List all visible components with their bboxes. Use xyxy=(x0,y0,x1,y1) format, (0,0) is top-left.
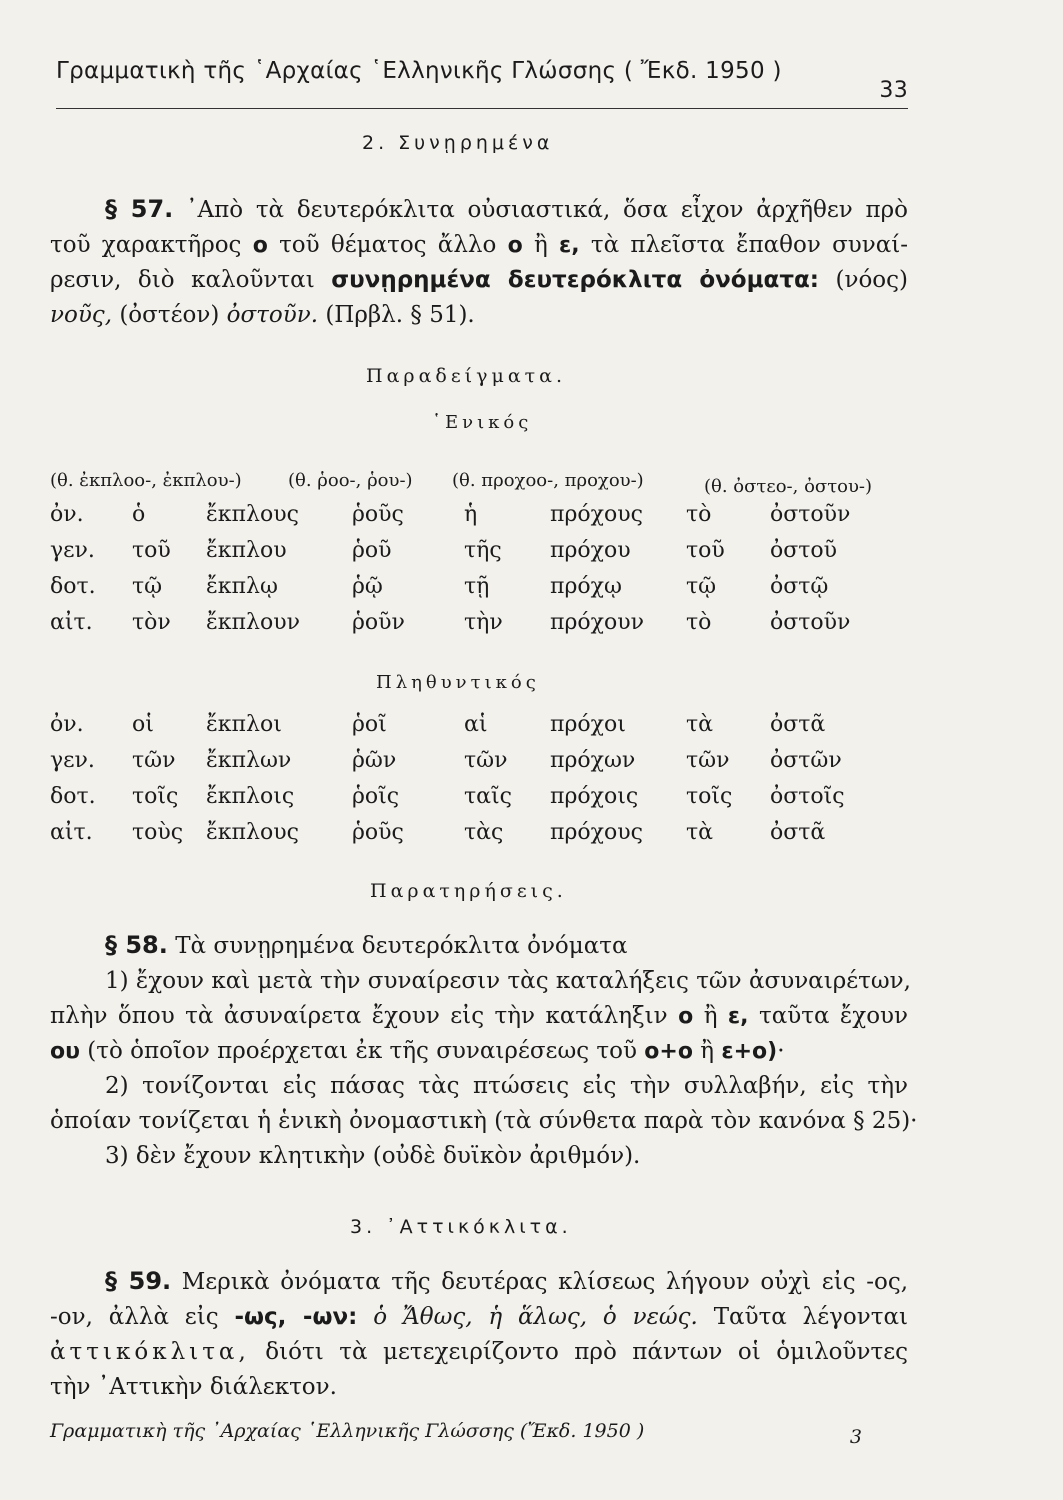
plural-row xyxy=(50,814,910,850)
footer-page: 3 xyxy=(849,1426,862,1448)
plural-table xyxy=(50,706,910,850)
singular-cell: ῥοῦς xyxy=(352,501,404,527)
plural-cell: ῥῶν xyxy=(352,747,397,773)
p57-line-2 xyxy=(50,228,908,263)
singular-cell: γεν. xyxy=(50,537,95,563)
header-title: Γραμματικὴ τῆς ῾Αρχαίας ῾Ελληνικῆς Γλώσσης ( Ἔκδ. 1950 ) xyxy=(56,58,782,84)
singular-cell: αἰτ. xyxy=(50,609,93,635)
singular-cell: ῥῷ xyxy=(352,573,383,599)
paragraph-57 xyxy=(50,192,908,333)
header-rule xyxy=(56,108,908,109)
singular-cell: ὀστοῦ xyxy=(770,537,838,563)
p58-or-2: ἢ xyxy=(700,1038,715,1064)
singular-cell: πρόχου xyxy=(550,537,631,563)
p57-text-3a: ρεσιν, διὸ καλοῦνται xyxy=(50,267,315,293)
p59-line-2 xyxy=(50,1300,908,1335)
plural-cell: πρόχοι xyxy=(550,711,626,737)
plural-cell: ῥοῖ xyxy=(352,711,387,737)
plural-cell: τῶν xyxy=(464,747,508,773)
plural-cell: τὰ xyxy=(686,711,714,737)
p58-line-2 xyxy=(50,964,911,999)
singular-cell: ὀστοῦν xyxy=(770,501,851,527)
p58-text-3b: ταῦτα ἔχουν xyxy=(758,1003,909,1029)
p58-text-1: Τὰ συνῃρημένα δευτερόκλιτα ὀνόματα xyxy=(175,933,628,959)
p57-bold-term: συνῃρημένα δευτερόκλιτα ὀνόματα: xyxy=(331,267,819,293)
plural-cell: πρόχους xyxy=(550,819,643,845)
plural-cell: πρόχων xyxy=(550,747,636,773)
plural-cell: ὀστᾶ xyxy=(770,819,826,845)
singular-row xyxy=(50,604,910,640)
p57-text-4a: νοῦς, xyxy=(50,302,113,328)
singular-row xyxy=(50,496,910,532)
p57-o: ο xyxy=(252,233,268,258)
plural-cell: ὀστῶν xyxy=(770,747,842,773)
singular-cell: τῷ xyxy=(686,573,717,599)
singular-cell: τὴν xyxy=(464,609,503,635)
stem-2: (θ. ῥοο-, ῥου-) xyxy=(288,470,413,491)
paragraph-58 xyxy=(50,928,918,1174)
p58-line-3 xyxy=(50,999,908,1034)
p57-or: ἢ xyxy=(533,232,548,258)
singular-cell: ἔκπλους xyxy=(206,501,299,527)
p59-label: § 59. xyxy=(105,1267,172,1295)
stem-4: (θ. ὀστεο-, ὀστου-) xyxy=(704,476,873,497)
p58-text-4b: · xyxy=(777,1038,785,1064)
plural-cell: ῥοῖς xyxy=(352,783,400,809)
p58-e: ε, xyxy=(727,1004,749,1029)
singular-cell: ῥοῦ xyxy=(352,537,392,563)
p58-text-3a: πλὴν ὅπου τὰ ἀσυναίρετα ἔχουν εἰς τὴν κατάληξιν xyxy=(50,1003,668,1029)
singular-cell: πρόχους xyxy=(550,501,643,527)
plural-cell: ταῖς xyxy=(464,783,512,809)
p57-line-3 xyxy=(50,263,908,298)
p59-examples: ὁ Ἄθως, ἡ ἅλως, ὁ νεώς. xyxy=(373,1304,698,1330)
p58-text-2: 1) ἔχουν καὶ μετὰ τὴν συναίρεσιν τὰς καταλήξεις τῶν ἀσυναιρέτων, xyxy=(105,968,911,994)
singular-heading: ῾Ενικός xyxy=(432,412,533,433)
singular-cell: τὸν xyxy=(132,609,171,635)
singular-cell: ὀν. xyxy=(50,501,84,527)
singular-cell: ὁ xyxy=(132,501,146,527)
singular-cell: δοτ. xyxy=(50,573,96,599)
plural-heading: Πληθυντικός xyxy=(376,672,540,693)
p58-text-7: 3) δὲν ἔχουν κλητικὴν (οὐδὲ δυϊκὸν ἀριθμόν). xyxy=(105,1143,641,1169)
plural-cell: τὰς xyxy=(464,819,504,845)
singular-table xyxy=(50,496,910,640)
p57-label: § 57. xyxy=(105,195,174,223)
p57-line-4 xyxy=(50,298,908,333)
p58-line-6 xyxy=(50,1104,918,1139)
plural-cell: ἔκπλοις xyxy=(206,783,295,809)
p58-text-5: 2) τονίζονται εἰς πάσας τὰς πτώσεις εἰς τὴν συλλαβήν, εἰς τὴν xyxy=(105,1073,908,1099)
plural-cell: δοτ. xyxy=(50,783,96,809)
p58-oo: ο+ο xyxy=(644,1039,693,1064)
p58-line-5 xyxy=(50,1069,908,1104)
singular-cell: τὸ xyxy=(686,609,712,635)
page-number: 33 xyxy=(879,78,908,103)
singular-cell: πρόχῳ xyxy=(550,573,622,599)
plural-cell: ἔκπλους xyxy=(206,819,299,845)
footer-title: Γραμματικὴ τῆς ᾿Αρχαίας ῾Ελληνικῆς Γλώσσης (Ἔκδ. 1950 ) xyxy=(50,1420,645,1442)
plural-cell: τῶν xyxy=(686,747,730,773)
singular-cell: ἔκπλου xyxy=(206,537,287,563)
plural-cell: ὀν. xyxy=(50,711,84,737)
paragraph-59 xyxy=(50,1264,908,1405)
p59-line-1 xyxy=(50,1264,908,1300)
singular-row xyxy=(50,568,910,604)
plural-cell: οἱ xyxy=(132,711,154,737)
footer xyxy=(50,1420,862,1448)
notes-heading: Παρατηρήσεις. xyxy=(370,880,567,902)
plural-cell: τοῖς xyxy=(686,783,733,809)
stem-3: (θ. προχοο-, προχου-) xyxy=(452,470,644,491)
p59-text-2a: -ον, ἀλλὰ εἰς xyxy=(50,1304,219,1330)
p58-line-1 xyxy=(50,928,908,964)
plural-cell: αἱ xyxy=(464,711,488,737)
p57-text-2a: τοῦ χαρακτῆρος xyxy=(50,232,242,258)
section-3-title: 3. ᾿Αττικόκλιτα. xyxy=(350,1216,572,1238)
plural-row xyxy=(50,706,910,742)
p59-term: ἀττικόκλιτα, xyxy=(50,1339,250,1365)
p57-e: ε, xyxy=(559,233,580,258)
p57-text-1: ᾿Απὸ τὰ δευτερόκλιτα οὐσιαστικά, ὅσα εἶχον ἀρχῆθεν πρὸ xyxy=(186,197,908,223)
singular-cell: τὸ xyxy=(686,501,712,527)
plural-row xyxy=(50,742,910,778)
p57-text-4d: (Πρβλ. § 51). xyxy=(325,302,475,328)
p59-line-3 xyxy=(50,1335,908,1370)
p57-text-2b: τοῦ θέματος ἄλλο xyxy=(279,232,497,258)
plural-cell: πρόχοις xyxy=(550,783,639,809)
plural-cell: τὰ xyxy=(686,819,714,845)
section-2-title: 2. Συνῃρημένα xyxy=(362,132,554,154)
singular-cell: ὀστοῦν xyxy=(770,609,851,635)
plural-cell: αἰτ. xyxy=(50,819,93,845)
singular-cell: τῷ xyxy=(132,573,163,599)
p59-line-4 xyxy=(50,1370,908,1405)
singular-cell: ἔκπλουν xyxy=(206,609,300,635)
singular-cell: ῥοῦν xyxy=(352,609,405,635)
singular-row xyxy=(50,532,910,568)
p57-o-2: ο xyxy=(507,233,523,258)
singular-cell: ἔκπλῳ xyxy=(206,573,278,599)
plural-cell: ῥοῦς xyxy=(352,819,404,845)
plural-cell: ἔκπλοι xyxy=(206,711,282,737)
running-header xyxy=(56,58,908,103)
p58-line-7 xyxy=(50,1139,908,1174)
plural-cell: γεν. xyxy=(50,747,95,773)
p58-ou: ου xyxy=(50,1039,80,1064)
plural-cell: ὀστοῖς xyxy=(770,783,845,809)
p57-text-4c: ὀστοῦν. xyxy=(226,302,319,328)
examples-heading: Παραδείγματα. xyxy=(366,365,567,387)
singular-cell: πρόχουν xyxy=(550,609,644,635)
singular-cell: ἡ xyxy=(464,501,478,527)
singular-cell: ὀστῷ xyxy=(770,573,829,599)
plural-cell: ὀστᾶ xyxy=(770,711,826,737)
plural-cell: τοὺς xyxy=(132,819,184,845)
p58-eo: ε+ο) xyxy=(721,1039,778,1064)
singular-cell: τοῦ xyxy=(686,537,725,563)
singular-cell: τῇ xyxy=(464,573,490,599)
singular-cell: τοῦ xyxy=(132,537,171,563)
singular-cell: τῆς xyxy=(464,537,502,563)
p59-text-3b: διότι τὰ μετεχειρίζοντο πρὸ πάντων οἱ ὁμιλοῦντες xyxy=(265,1339,908,1365)
p58-o: ο xyxy=(678,1004,694,1029)
plural-cell: τοῖς xyxy=(132,783,179,809)
p58-label: § 58. xyxy=(105,931,168,959)
p59-text-1: Μερικὰ ὀνόματα τῆς δευτέρας κλίσεως λήγουν οὐχὶ εἰς -ος, xyxy=(181,1269,909,1295)
p59-text-2c: Ταῦτα λέγονται xyxy=(713,1304,909,1330)
plural-row xyxy=(50,778,910,814)
p57-text-2c: τὰ πλεῖστα ἔπαθον συναί- xyxy=(590,232,909,258)
plural-cell: ἔκπλων xyxy=(206,747,292,773)
p58-line-4 xyxy=(50,1034,908,1069)
p57-line-1 xyxy=(50,192,908,228)
p57-text-4b: (ὀστέον) xyxy=(119,302,220,328)
p59-endings: -ως, -ων: xyxy=(234,1304,358,1330)
p58-or: ἢ xyxy=(703,1003,718,1029)
p57-text-3c: (νόος) xyxy=(835,267,909,293)
p58-text-4a: (τὸ ὁποῖον προέρχεται ἐκ τῆς συναιρέσεως τοῦ xyxy=(87,1038,637,1064)
stem-1: (θ. ἐκπλοο-, ἐκπλου-) xyxy=(50,470,242,491)
p58-text-6: ὁποίαν τονίζεται ἡ ἑνικὴ ὀνομαστικὴ (τὰ σύνθετα παρὰ τὸν κανόνα § 25)· xyxy=(50,1108,918,1134)
plural-cell: τῶν xyxy=(132,747,176,773)
p59-text-4: τὴν ᾿Αττικὴν διάλεκτον. xyxy=(50,1374,337,1400)
